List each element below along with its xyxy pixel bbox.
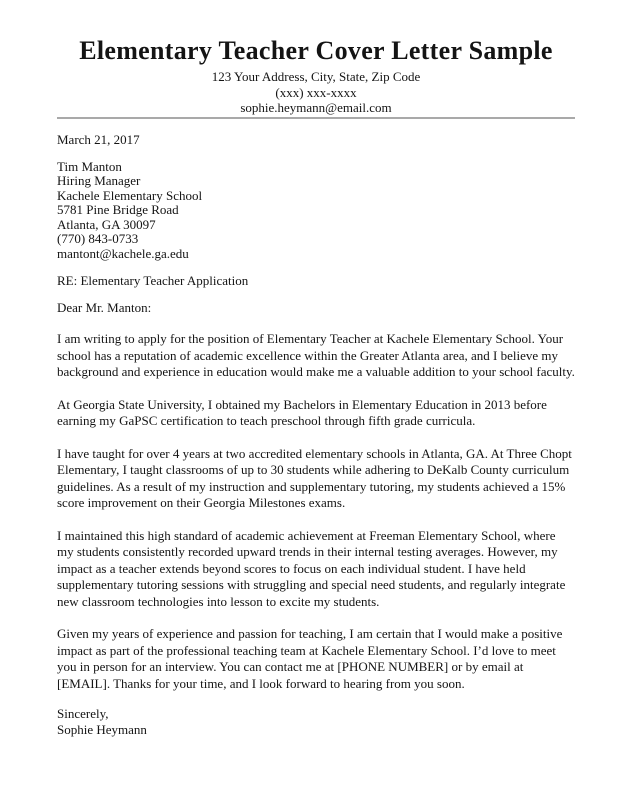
letter-header [57,36,575,119]
recipient-name: Tim Manton [57,158,122,174]
body-paragraph-4: I maintained this high standard of academic achievement at Freeman Elementary School, where my students consistently recorded upward trends in their internal testing averages. However, my impact as a teacher extends beyond scores to focus on each individual student. I have held supplementary tutoring sessions with struggling and special need students, and regularly integrate new classroom technologies into lesson to excite my students. [57,527,566,609]
recipient-city-state-zip: Atlanta, GA 30097 [57,216,156,232]
body-paragraph-1: I am writing to apply for the position of Elementary Teacher at Kachele Elementary School. Your school has a reputation of academic excellence within the Greater Atlanta area, and I believe my background and experience in education would make me a valuable addition to your school faculty. [57,331,575,379]
sender-phone: (xxx) xxx-xxxx [275,84,357,100]
recipient-address-block [57,160,575,262]
salutation: Dear Mr. Manton: [57,300,152,315]
recipient-phone: (770) 843-0733 [57,231,139,246]
page-title: Elementary Teacher Cover Letter Sample [79,36,553,65]
sender-contact-block [57,69,575,116]
recipient-organization: Kachele Elementary School [57,187,203,203]
recipient-street: 5781 Pine Bridge Road [57,202,179,217]
letter-body [57,132,575,738]
recipient-job-title: Hiring Manager [57,173,141,188]
sender-address: 123 Your Address, City, State, Zip Code [211,69,421,84]
sender-email: sophie.heymann@email.com [240,100,392,115]
subject-line: RE: Elementary Teacher Application [57,273,249,288]
recipient-email: mantont@kachele.ga.edu [57,245,189,261]
letter-date: March 21, 2017 [57,131,140,147]
body-paragraph-3: I have taught for over 4 years at two accredited elementary schools in Atlanta, GA. At Three Chopt Elementary, I taught classrooms of up to 30 students while adhering to DeKalb County curriculum guidelines. As a result of my instruction and supplementary tutoring, my students achieved a 15% score improvement on their Georgia Milestones exams. [57,445,572,510]
signature-name: Sophie Heymann [57,721,147,737]
closing-word: Sincerely, [57,706,109,721]
body-paragraph-5: Given my years of experience and passion for teaching, I am certain that I would make a positive impact as part of the professional teaching team at Kachele Elementary School. I’d love to meet you in person for an interview. You can contact me at [PHONE NUMBER] or by email at [EMAIL]. Thanks for your time, and I look forward to hearing from you soon. [57,626,563,691]
header-divider [57,117,575,119]
closing-block [57,706,575,737]
body-paragraph-2: At Georgia State University, I obtained my Bachelors in Elementary Education in 2013 before earning my GaPSC certification to teach preschool through fifth grade curricula. [57,396,547,428]
